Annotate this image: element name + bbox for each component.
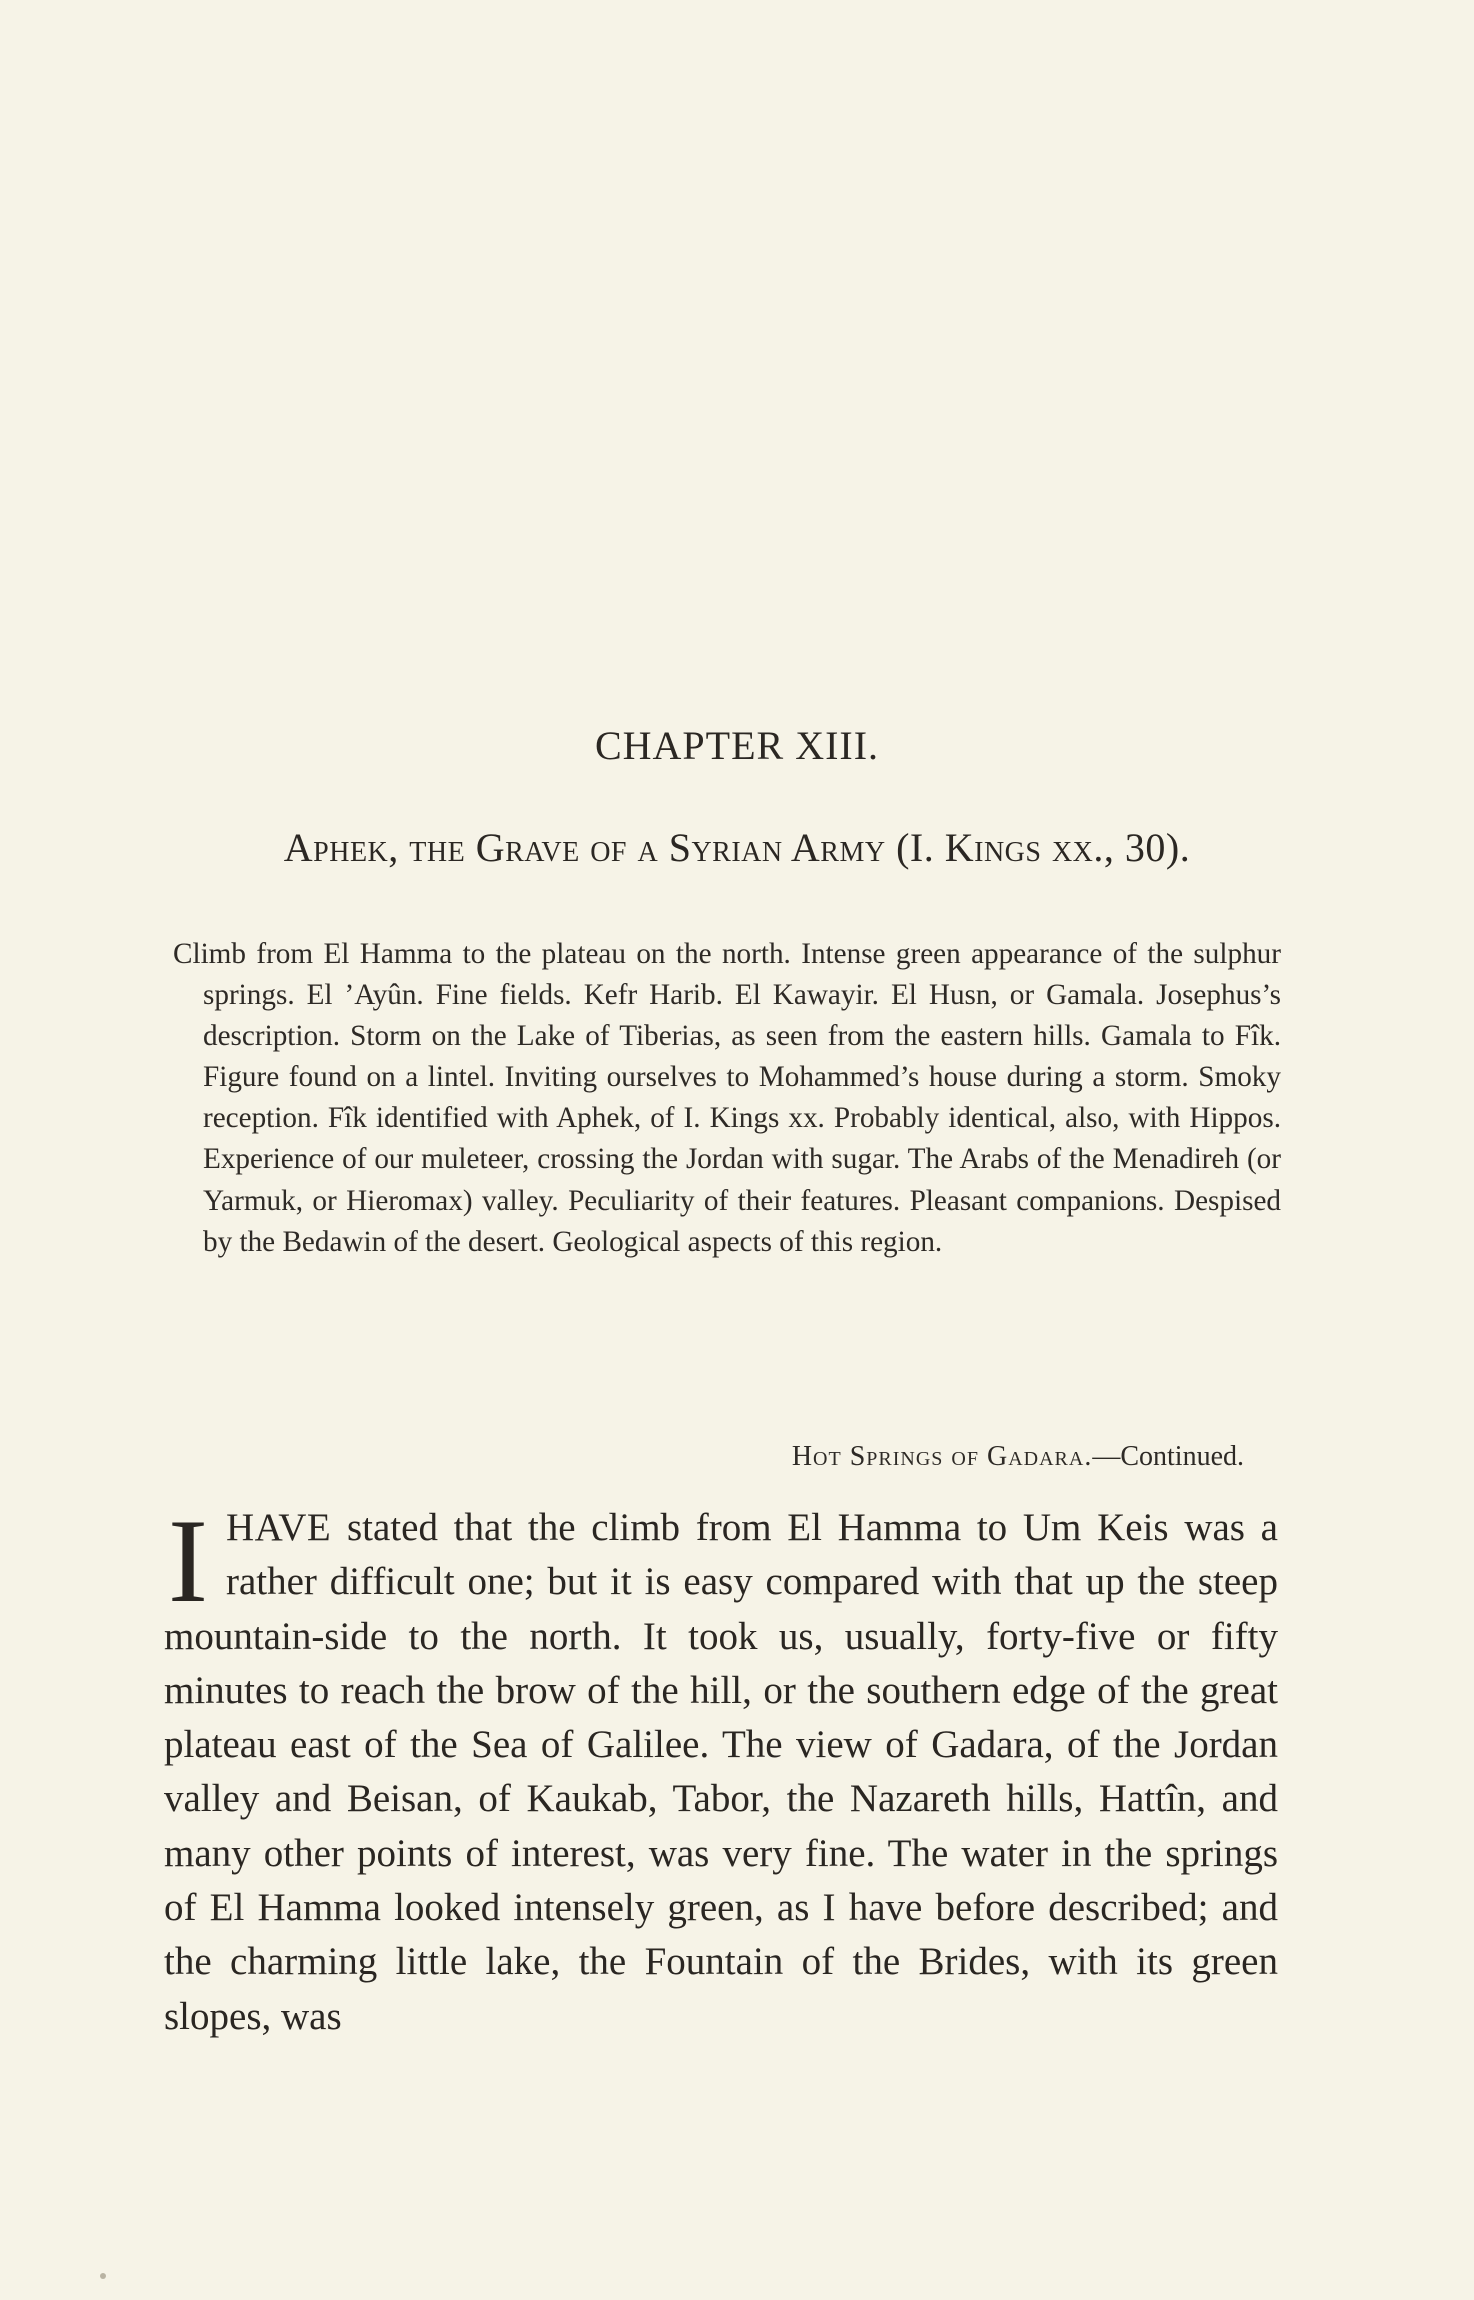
chapter-synopsis: Climb from El Hamma to the plateau on the north. Intense green appearance of the sulphur springs. El ’Ayûn. Fine fields. Kefr Harib. El Kawayir. El Husn, or Gamala. Josephus’s description. Storm on the Lake of Tiberias, as seen from the eastern hills. Gamala to Fîk. Figure found on a lintel. Inviting ourselves to Mohammed’s house during a storm. Smoky reception. Fîk identified with Aphek, of I. Kings xx. Probably identical, also, with Hippos. Experience of our muleteer, crossing the Jordan with sugar. The Arabs of the Menadireh (or Yarmuk, or Hieromax) valley. Peculiarity of their features. Pleasant companions. Despised by the Bedawin of the desert. Geological aspects of this region. — [173, 938, 1281, 1258]
paper-speck — [100, 2273, 106, 2279]
lead-word: HAVE — [225, 1506, 332, 1549]
section-heading-suffix: —Continued. — [1092, 1441, 1244, 1472]
body-paragraph-text: stated that the climb from El Hamma to Um Keis was a rather difficult one; but it is easy compared with that up the steep mountain-side to the north. It took us, usually, forty-five or fifty minutes to reach the brow of the hill, or the southern edge of the great plateau east of the Sea of Galilee. The view of Gadara, of the Jordan valley and Beisan, of Kaukab, Tabor, the Nazareth hills, Hattîn, and many other points of interest, was very fine. The water in the springs of El Hamma looked intensely green, as I have before described; and the charming little lake, the Fountain of the Brides, with its green slopes, was — [164, 1506, 1278, 2038]
body-paragraph — [164, 1494, 1278, 2044]
section-heading — [604, 1441, 1244, 1473]
section-heading-title: Hot Springs of Gadara. — [791, 1441, 1093, 1472]
chapter-number-heading: CHAPTER XIII. — [594, 723, 880, 768]
drop-cap: I — [168, 1494, 208, 1627]
chapter-title: Aphek, the Grave of a Syrian Army (I. Kings xx., 30). — [283, 825, 1191, 870]
